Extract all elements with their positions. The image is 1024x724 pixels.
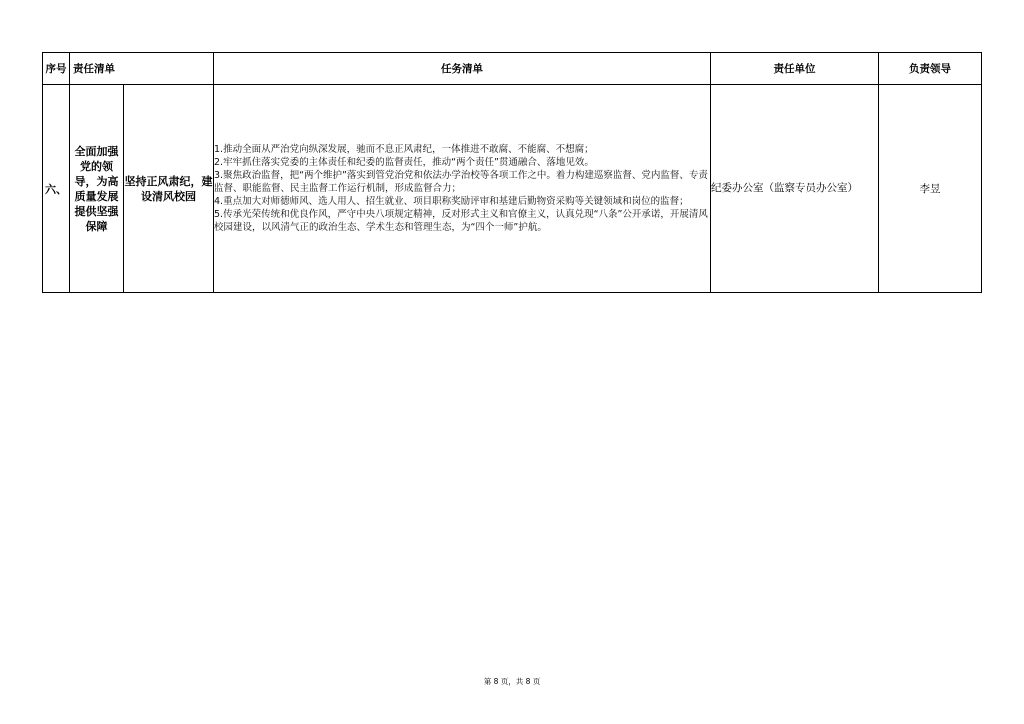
header-responsibility: 责任清单 — [70, 53, 214, 85]
header-leader: 负责领导 — [879, 53, 982, 85]
task-item: 4.重点加大对师德师风、选人用人、招生就业、项目职称奖励评审和基建后勤物资采购等关键领域和岗位的监督； — [214, 196, 689, 207]
row-sub-item: 坚持正风肃纪，建设清风校园 — [124, 85, 214, 293]
row-unit: 纪委办公室（监察专员办公室） — [711, 85, 879, 293]
task-item: 1.推动全面从严治党向纵深发展，驰而不息正风肃纪，一体推进不敢腐、不能腐、不想腐； — [214, 144, 594, 155]
header-unit: 责任单位 — [711, 53, 879, 85]
row-seq: 六、 — [43, 85, 70, 293]
task-item: 2.牢牢抓住落实党委的主体责任和纪委的监督责任，推动“两个责任”贯通融合、落地见效。 — [214, 157, 594, 168]
table-header-row — [43, 53, 982, 85]
task-item: 3.聚焦政治监督，把“两个维护”落实到管党治党和依法办学治校等各项工作之中。着力构建巡察监督、党内监督、专责监督、职能监督、民主监督工作运行机制，形成监督合力； — [214, 170, 708, 194]
task-item: 5.传承光荣传统和优良作风，严守中央八项规定精神，反对形式主义和官僚主义，认真兑现“八条”公开承诺，开展清风校园建设，以风清气正的政治生态、学术生态和管理生态，为“四个一师”护航。 — [214, 209, 708, 233]
header-seq: 序号 — [43, 53, 70, 85]
row-leader: 李昱 — [879, 85, 982, 293]
page-footer: 第 8 页，共 8 页 — [483, 677, 541, 686]
table-row — [43, 85, 982, 293]
responsibility-table — [42, 52, 982, 293]
header-tasks: 任务清单 — [214, 53, 711, 85]
row-responsibility: 全面加强党的领导，为高质量发展提供坚强保障 — [70, 85, 124, 293]
row-task-list — [214, 85, 711, 293]
